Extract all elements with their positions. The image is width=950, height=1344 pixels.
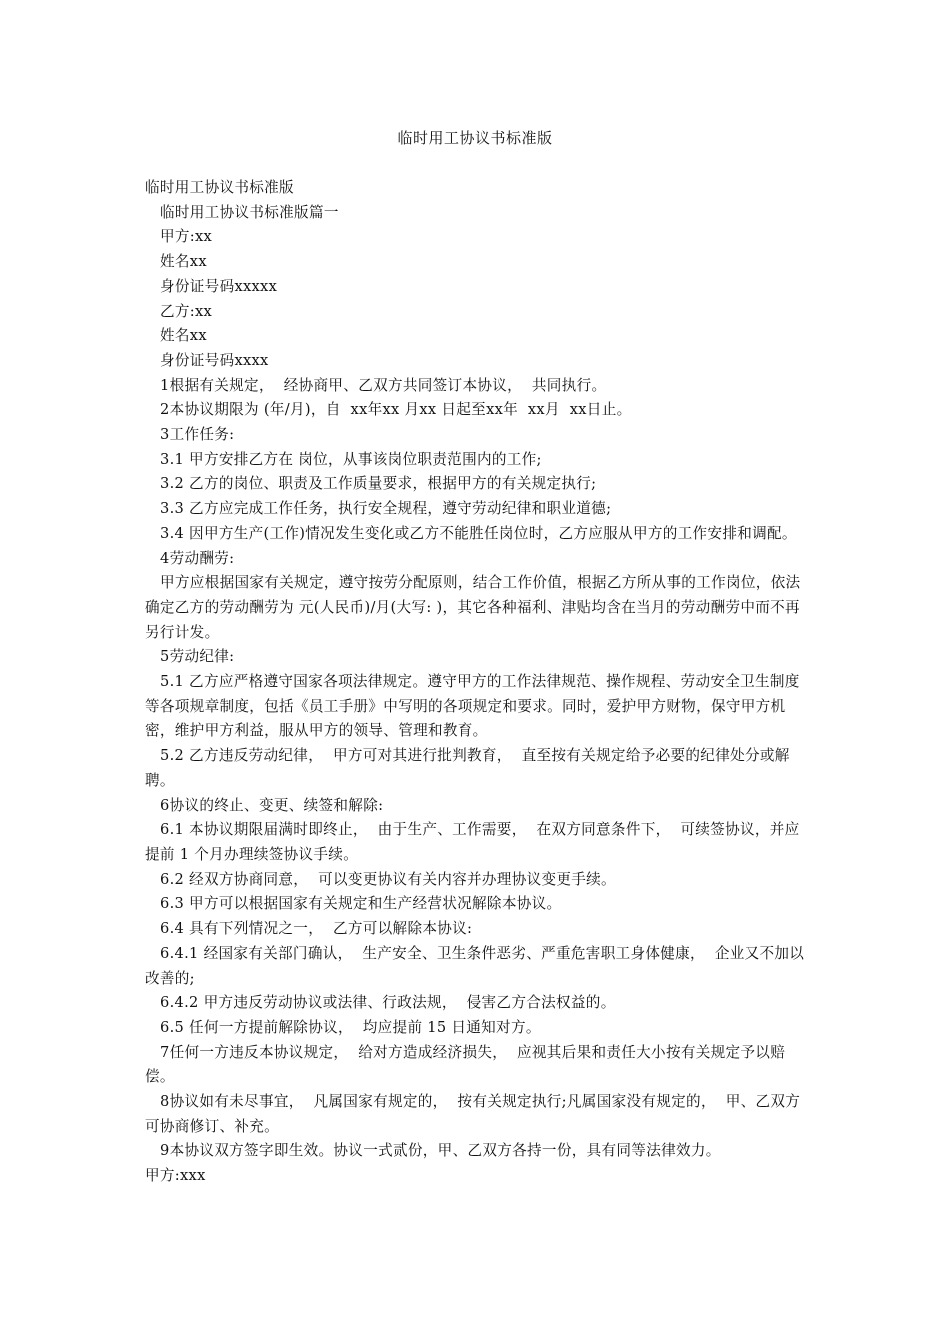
paragraph: 3.4 因甲方生产(工作)情况发生变化或乙方不能胜任岗位时，乙方应服从甲方的工作安排和调配。	[160, 524, 797, 542]
paragraph: 6.5 任何一方提前解除协议， 均应提前 15 日通知对方。	[160, 1018, 541, 1036]
paragraph: 5.1 乙方应严格遵守国家各项法律规定。遵守甲方的工作法律规范、操作规程、劳动安全卫生制度等各项规章制度，包括《员工手册》中写明的各项规定和要求。同时，爱护甲方财物，保守甲方机密，维护甲方利益，服从甲方的领导、管理和教育。	[145, 673, 800, 740]
paragraph: 6.3 甲方可以根据国家有关规定和生产经营状况解除本协议。	[160, 895, 562, 913]
paragraph: 临时用工协议书标准版篇一	[160, 203, 339, 221]
paragraph: 姓名xx	[160, 327, 207, 345]
paragraph: 3.3 乙方应完成工作任务，执行安全规程，遵守劳动纪律和职业道德;	[160, 500, 612, 518]
paragraph: 6.4 具有下列情况之一， 乙方可以解除本协议:	[160, 920, 473, 938]
paragraph: 身份证号码xxxxx	[160, 277, 278, 295]
paragraph: 2本协议期限为 (年/月)，自 xx年xx 月xx 日起至xx年 xx月 xx日止。	[160, 401, 632, 419]
paragraph: 身份证号码xxxx	[160, 351, 269, 369]
paragraph: 6协议的终止、变更、续签和解除:	[160, 796, 384, 814]
paragraph: 8协议如有未尽事宜， 凡属国家有规定的， 按有关规定执行;凡属国家没有规定的， 甲、乙双方可协商修订、补充。	[145, 1093, 801, 1135]
paragraph: 甲方:xxx	[145, 1167, 206, 1185]
paragraph: 甲方:xx	[160, 228, 213, 246]
paragraph: 临时用工协议书标准版	[145, 179, 294, 196]
paragraph: 7任何一方违反本协议规定， 给对方造成经济损失， 应视其后果和责任大小按有关规定予以赔偿。	[145, 1043, 786, 1086]
paragraph: 乙方:xx	[160, 302, 213, 320]
paragraph: 1根据有关规定， 经协商甲、乙双方共同签订本协议， 共同执行。	[160, 376, 607, 394]
paragraph: 4劳动酬劳:	[160, 549, 235, 567]
paragraph: 3.2 乙方的岗位、职责及工作质量要求，根据甲方的有关规定执行;	[160, 475, 597, 493]
paragraph: 姓名xx	[160, 253, 207, 271]
paragraph: 5劳动纪律:	[160, 648, 235, 666]
document-body	[145, 176, 805, 1189]
paragraph: 6.4.1 经国家有关部门确认， 生产安全、卫生条件恶劣、严重危害职工身体健康， 企业又不加以改善的;	[145, 944, 805, 987]
paragraph: 5.2 乙方违反劳动纪律， 甲方可对其进行批判教育， 直至按有关规定给予必要的纪律处分或解聘。	[145, 747, 790, 789]
paragraph: 甲方应根据国家有关规定，遵守按劳分配原则，结合工作价值，根据乙方所从事的工作岗位，依法确定乙方的劳动酬劳为 元(人民币)/月(大写: )，其它各种福利、津贴均含在当月的劳动酬劳中而不再另行计发。	[145, 574, 801, 641]
paragraph: 6.4.2 甲方违反劳动协议或法律、行政法规， 侵害乙方合法权益的。	[160, 994, 616, 1012]
paragraph: 3工作任务:	[160, 426, 235, 444]
paragraph: 3.1 甲方安排乙方在 岗位，从事该岗位职责范围内的工作;	[160, 450, 542, 468]
paragraph: 6.2 经双方协商同意， 可以变更协议有关内容并办理协议变更手续。	[160, 870, 616, 888]
document-title: 临时用工协议书标准版	[397, 129, 553, 147]
paragraph: 6.1 本协议期限届满时即终止， 由于生产、工作需要， 在双方同意条件下， 可续签协议，并应提前 1 个月办理续签协议手续。	[145, 821, 800, 863]
paragraph: 9本协议双方签字即生效。协议一式贰份，甲、乙双方各持一份，具有同等法律效力。	[160, 1142, 721, 1160]
